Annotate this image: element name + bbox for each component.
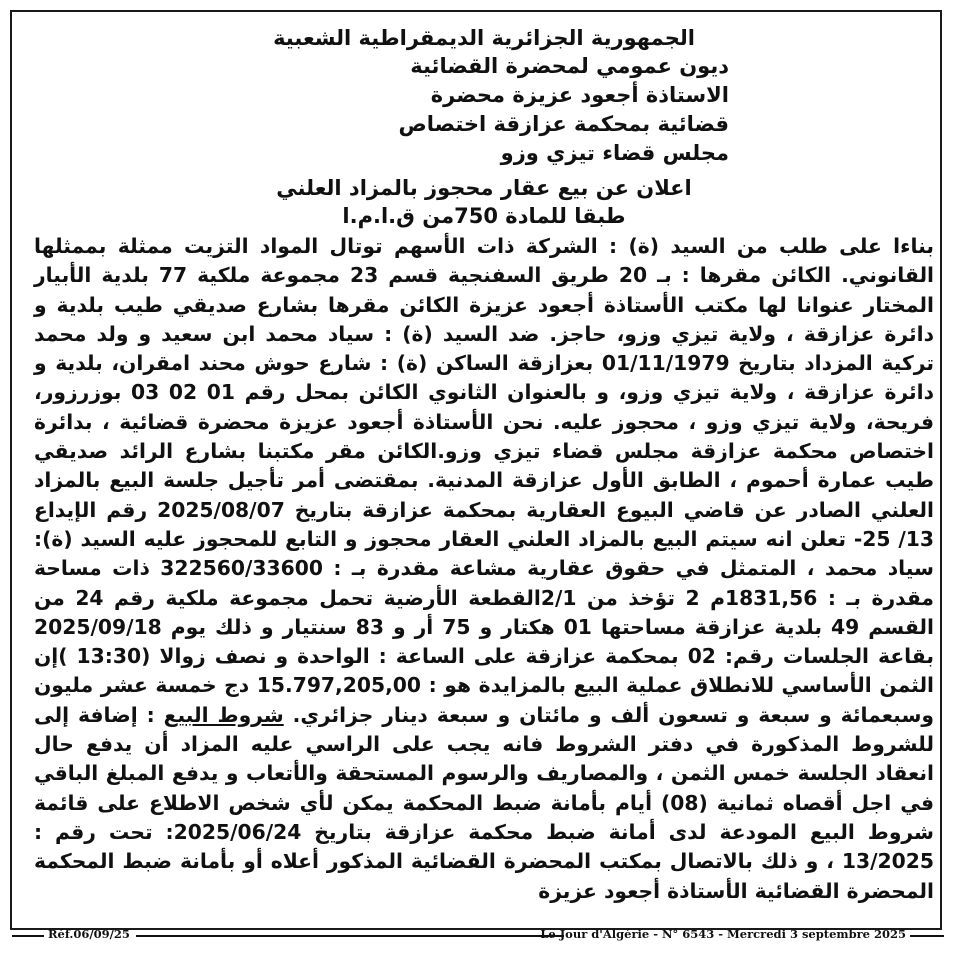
page-footer — [0, 924, 956, 948]
notice-subtitle: طبقا للمادة 750من ق.ا.م.ا — [342, 204, 626, 228]
sale-conditions-label: شروط البيع — [163, 702, 284, 727]
footer-reference: Réf.06/09/25 — [48, 927, 130, 941]
council-line: مجلس قضاء تيزي وزو — [500, 141, 729, 165]
legal-notice — [34, 24, 934, 906]
footer-rule-left — [12, 935, 44, 937]
notice-body — [34, 232, 934, 906]
bailiff-office-line: ديون عمومي لمحضرة القضائية — [410, 54, 729, 78]
footer-rule-middle — [136, 935, 564, 937]
notice-body-main: بناءا على طلب من السيد (ة) : الشركة ذات الأسهم توتال المواد التزيت ممثلة بممثلها القانوني. الكائن مقرها : بـ 20 طريق السفنجية قسم 23 مجموعة ملكية 77 بلدية الأبيار المختار عنوانا لها مكتب الأستاذة أجعود عزيزة الكائن مقرها بشارع صديقي طيب بلدية و دائرة عزازقة ، ولاية تيزي وزو، حاجز. ضد السيد (ة) : سياد محمد ابن سعيد و ولد محمد تركية المزداد بتاريخ 01/11/1979 بعزازقة الساكن (ة) : شارع حوش محند امقران، بلدية و دائرة عزازقة ، ولاية تيزي وزو، و بالعنوان الثانوي الكائن بمحل رقم 01 02 03 بوزرزور، فريحة، ولاية تيزي وزو ، محجوز عليه. نحن الأستاذة أجعود عزيزة محضرة قضائية ، بدائرة اختصاص محكمة عزازقة مجلس قضاء تيزي وزو.الكائن مقر مكتبنا بشارع الرائد صديقي طيب عمارة أحموم ، الطابق الأول عزازقة المدنية. بمقتضى أمر تأجيل جلسة البيع بالمزاد العلني الصادر عن قاضي البيوع العقارية بمحكمة عزازقة بتاريخ 2025/08/07 رقم الإيداع 13/ 25- تعلن انه سيتم البيع بالمزاد العلني العقار محجوز و التابع للمحجوز عليه السيد (ة): سياد محمد ، المتمثل في حقوق عقارية مشاعة مقدرة بـ : 322560/33600 ذات مساحة مقدرة بـ : 1831,56م 2 تؤخذ من 2/1القطعة الأرضية تحمل مجموعة ملكية رقم 24 من القسم 49 بلدية عزازقة مساحتها 01 هكتار و 75 أر و 83 سنتيار و ذلك يوم 2025/09/18 بقاعة الجلسات رقم: 02 بمحكمة عزازقة على الساعة : الواحدة و نصف زوالا (13:30 )إن الثمن الأساسي للانطلاق عملية البيع بالمزايدة هو : 15.797,205,00 دج خمسة عشر مليون وسبعمائة و سبعة و تسعون ألف و مائتان و سبعة دينار جزائري. — [34, 234, 935, 727]
notice-title: اعلان عن بيع عقار محجوز بالمزاد العلني — [276, 176, 692, 200]
bailiff-name-line: الاستاذة أجعود عزيزة محضرة — [430, 83, 729, 107]
notice-body-conditions: : إضافة إلى للشروط المذكورة في دفتر الشروط فانه يجب على الراسي عليه المزاد أن يدفع حال انعقاد الجلسة خمس الثمن ، والمصاريف والرسوم المستحقة والأتعاب و يدفع المبلغ الباقي في اجل أقصاه ثمانية (08) أيام بأمانة ضبط المحكمة يمكن لأي شخص الاطلاع على قائمة شروط البيع المودعة لدى أمانة ضبط محكمة عزازقة بتاريخ 2025/06/24: تحت رقم : 13/2025 ، و ذلك بالاتصال بمكتب المحضرة القضائية المذكور أعلاه أو بأمانة ضبط المحكمة المحضرة القضائية الأستاذة أجعود عزيزة — [34, 702, 934, 903]
republic-heading: الجمهورية الجزائرية الديمقراطية الشعبية — [273, 26, 695, 50]
jurisdiction-line: قضائية بمحكمة عزازقة اختصاص — [398, 112, 729, 136]
footer-publication: Le Jour d'Algérie - N° 6543 - Mercredi 3 septembre 2025 — [540, 927, 906, 941]
footer-rule-right — [910, 935, 944, 937]
